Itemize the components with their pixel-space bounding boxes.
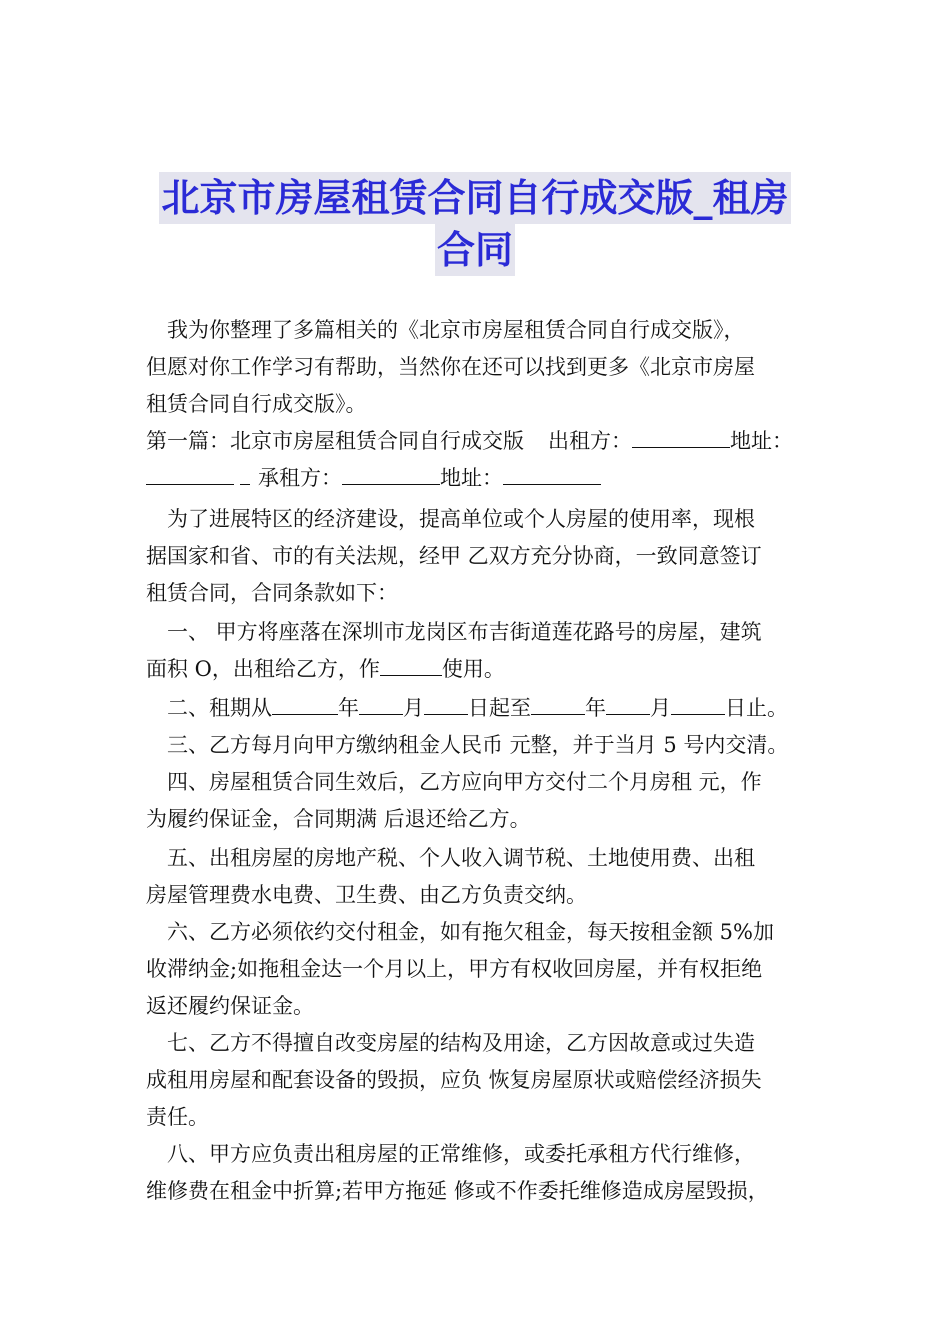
year-label-2: 年 <box>585 696 606 720</box>
title-line-2: 合同 <box>435 224 515 276</box>
lessor-blank <box>632 425 730 448</box>
clause-1-text: 面积 O，出租给乙方，作 <box>146 657 380 681</box>
address-label-1: 地址： <box>730 429 793 453</box>
address-label-2: 地址： <box>440 466 503 490</box>
clause-1-line-1: 一、 甲方将座落在深圳市龙岗区布吉街道莲花路号的房屋，建筑 <box>167 620 762 644</box>
intro-line-3: 租赁合同自行成交版》。 <box>146 392 367 416</box>
part1-header-line <box>146 423 810 460</box>
clause-1-end: 使用。 <box>441 657 505 681</box>
clause-8-line-2: 维修费在租金中折算;若甲方拖延 修或不作委托维修造成房屋毁损， <box>146 1179 769 1203</box>
address-blank-1b <box>240 462 250 485</box>
usage-blank <box>380 653 442 676</box>
clause-7-line-1: 七、乙方不得擅自改变房屋的结构及用途，乙方因故意或过失造 <box>167 1031 755 1055</box>
end-year-blank <box>531 692 585 715</box>
end-day-blank <box>671 692 725 715</box>
clause-2-start: 二、租期从 <box>167 696 272 720</box>
clause-5-line-1: 五、出租房屋的房地产税、个人收入调节税、土地使用费、出租 <box>167 846 755 870</box>
clause-7-line-2: 成租用房屋和配套设备的毁损，应负 恢复房屋原状或赔偿经济损失 <box>146 1068 762 1092</box>
year-label-1: 年 <box>338 696 359 720</box>
part1-parties-line <box>146 460 810 497</box>
document-title <box>140 172 810 276</box>
day-label-1: 日起至 <box>468 696 531 720</box>
clause-6-line-3: 返还履约保证金。 <box>146 994 314 1018</box>
address-blank-2 <box>503 462 601 485</box>
tenant-label: 承租方： <box>258 466 342 490</box>
start-month-blank <box>359 692 403 715</box>
title-line-1: 北京市房屋租赁合同自行成交版_租房 <box>159 172 790 224</box>
start-year-blank <box>272 692 338 715</box>
month-label-1: 月 <box>403 696 424 720</box>
preamble-line-2: 据国家和省、市的有关法规，经甲 乙双方充分协商，一致同意签订 <box>146 544 762 568</box>
start-day-blank <box>424 692 468 715</box>
clause-7-line-3: 责任。 <box>146 1105 209 1129</box>
clause-2-end: 日止。 <box>725 696 788 720</box>
intro-line-2: 但愿对你工作学习有帮助，当然你在还可以找到更多《北京市房屋 <box>146 355 755 379</box>
month-label-2: 月 <box>650 696 671 720</box>
clause-6-line-1: 六、乙方必须依约交付租金，如有拖欠租金，每天按租金额 5%加 <box>167 920 774 944</box>
clause-3: 三、乙方每月向甲方缴纳租金人民币 元整，并于当月 5 号内交清。 <box>167 733 789 757</box>
clause-8-line-1: 八、甲方应负责出租房屋的正常维修，或委托承租方代行维修， <box>167 1142 755 1166</box>
clause-6-line-2: 收滞纳金;如拖租金达一个月以上，甲方有权收回房屋，并有权拒绝 <box>146 957 763 981</box>
tenant-blank <box>342 462 440 485</box>
preamble-line-1: 为了进展特区的经济建设，提高单位或个人房屋的使用率，现根 <box>167 507 755 531</box>
part1-heading: 第一篇：北京市房屋租赁合同自行成交版 <box>146 429 524 453</box>
clause-1-line-2 <box>146 651 810 688</box>
lessor-label: 出租方： <box>548 429 632 453</box>
clause-4-line-2: 为履约保证金，合同期满 后退还给乙方。 <box>146 807 531 831</box>
document-body <box>146 312 810 1210</box>
end-month-blank <box>606 692 650 715</box>
clause-2 <box>146 690 810 727</box>
intro-line-1: 我为你整理了多篇相关的《北京市房屋租赁合同自行成交版》， <box>167 318 745 342</box>
clause-4-line-1: 四、房屋租赁合同生效后，乙方应向甲方交付二个月房租 元，作 <box>167 770 762 794</box>
address-blank-1 <box>146 462 234 485</box>
clause-5-line-2: 房屋管理费水电费、卫生费、由乙方负责交纳。 <box>146 883 587 907</box>
preamble-line-3: 租赁合同，合同条款如下： <box>146 581 398 605</box>
